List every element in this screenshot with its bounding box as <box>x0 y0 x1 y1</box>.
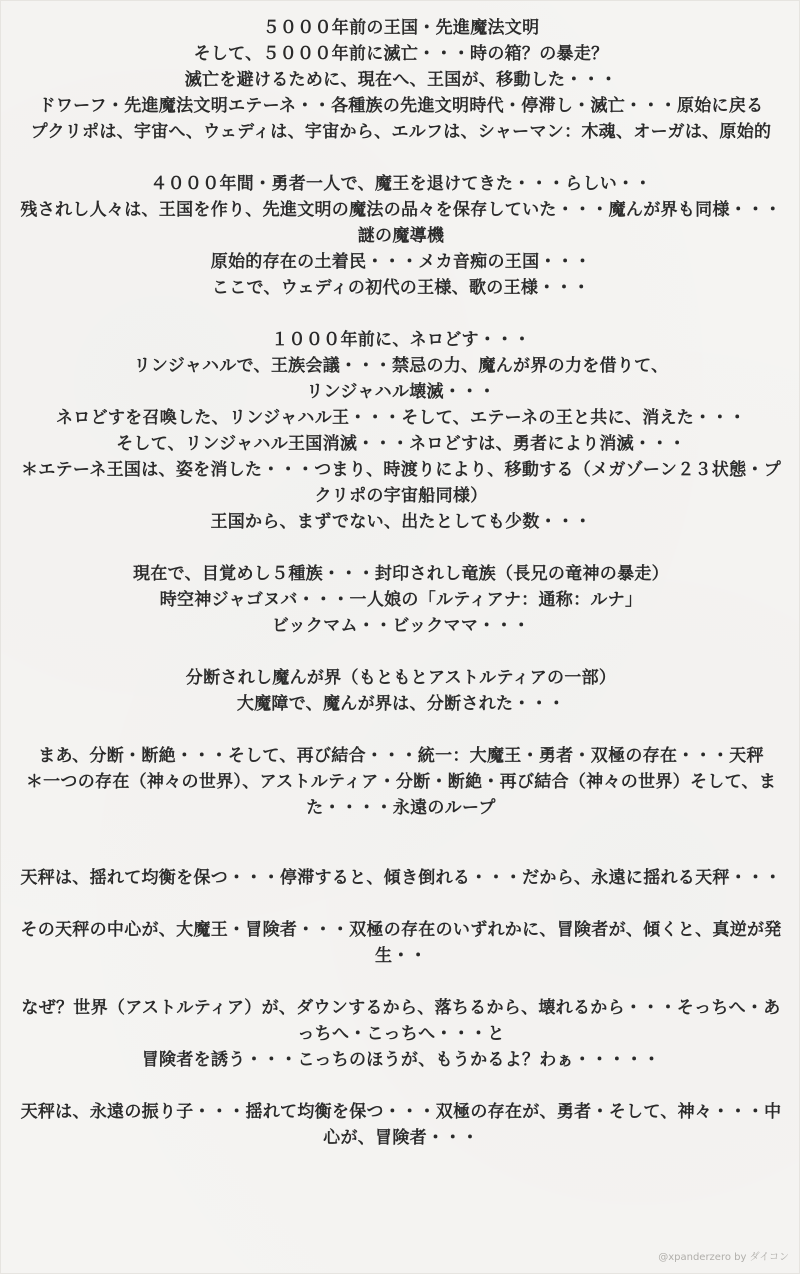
text-line: ５０００年前の王国・先進魔法文明 <box>262 18 540 38</box>
text-line: なぜ？世界（アストルティア）が、ダウンするから、落ちるから、壊れるから・・・そっちへ・あっちへ・こっちへ・・・と <box>21 998 781 1044</box>
text-line: 王国から、まずでない、出たとしても少数・・・ <box>210 512 592 532</box>
text-line: その天秤の中心が、大魔王・冒険者・・・双極の存在のいずれかに、冒険者が、傾くと、真逆が発生・・ <box>20 920 782 966</box>
text-line: ドワーフ・先進魔法文明エテーネ・・各種族の先進文明時代・停滞し・滅亡・・・原始に戻る <box>38 96 764 116</box>
text-line: そして、リンジャハル王国消滅・・・ネロどすは、勇者により消滅・・・ <box>116 434 686 454</box>
text-line: 分断されし魔んが界（もともとアストルティアの一部） <box>185 668 617 688</box>
text-line: 時空神ジャゴヌバ・・・一人娘の「ルティアナ：通称：ルナ」 <box>159 590 643 610</box>
text-line: 天秤は、揺れて均衡を保つ・・・停滞すると、傾き倒れる・・・だから、永遠に揺れる天秤・・・ <box>20 868 782 888</box>
text-line: ネロどすを召喚した、リンジャハル王・・・そして、エテーネの王と共に、消えた・・・ <box>55 408 747 428</box>
text-line: リンジャハル壊滅・・・ <box>306 382 496 402</box>
text-line: 原始的存在の土着民・・・メカ音痴の王国・・・ <box>210 252 592 272</box>
text-line: 残されし人々は、王国を作り、先進文明の魔法の品々を保存していた・・・魔んが界も同様・・・謎の魔導機 <box>20 200 782 246</box>
text-line: 天秤は、永遠の振り子・・・揺れて均衡を保つ・・・双極の存在が、勇者・そして、神々・・・中心が、冒険者・・・ <box>20 1102 782 1148</box>
text-line: ここで、ウェディの初代の王様、歌の王様・・・ <box>211 278 591 298</box>
blank-line <box>15 969 787 995</box>
text-line: ビックマム・・ビックママ・・・ <box>271 616 531 636</box>
text-line: 滅亡を避けるために、現在へ、王国が、移動した・・・ <box>184 70 618 90</box>
text-line: ＊エテーネ王国は、姿を消した・・・つまり、時渡りにより、移動する（メガゾーン２３状態・プクリポの宇宙船同様） <box>20 460 781 506</box>
blank-line <box>15 891 787 917</box>
text-line: まあ、分断・断絶・・・そして、再び結合・・・統一：大魔王・勇者・双極の存在・・・天秤 <box>38 746 764 766</box>
blank-line <box>15 301 787 327</box>
blank-line <box>15 535 787 561</box>
document-body <box>15 15 787 1151</box>
blank-line <box>15 639 787 665</box>
text-line: そして、５０００年前に滅亡・・・時の箱？の暴走？ <box>193 44 609 64</box>
blank-line <box>15 821 787 865</box>
blank-line <box>15 717 787 743</box>
text-line: プクリポは、宇宙へ、ウェディは、宇宙から、エルフは、シャーマン：木魂、オーガは、原始的 <box>30 122 772 142</box>
blank-line <box>15 145 787 171</box>
text-line: ４０００年間・勇者一人で、魔王を退けてきた・・・らしい・・ <box>150 174 652 194</box>
text-line: ＊一つの存在（神々の世界）、アストルティア・分断・断絶・再び結合（神々の世界）そして、また・・・・永遠のループ <box>25 772 777 818</box>
text-line: 冒険者を誘う・・・こっちのほうが、もうかるよ？わぁ・・・・・ <box>141 1050 661 1070</box>
text-line: リンジャハルで、王族会議・・・禁忌の力、魔んが界の力を借りて、 <box>133 356 669 376</box>
text-line: １０００年前に、ネロどす・・・ <box>271 330 531 350</box>
blank-line <box>15 1073 787 1099</box>
author-credit: @xpanderzero by ダイコン <box>658 1252 789 1263</box>
text-line: 大魔障で、魔んが界は、分断された・・・ <box>236 694 566 714</box>
text-line: 現在で、目覚めし５種族・・・封印されし竜族（長兄の竜神の暴走） <box>133 564 669 584</box>
